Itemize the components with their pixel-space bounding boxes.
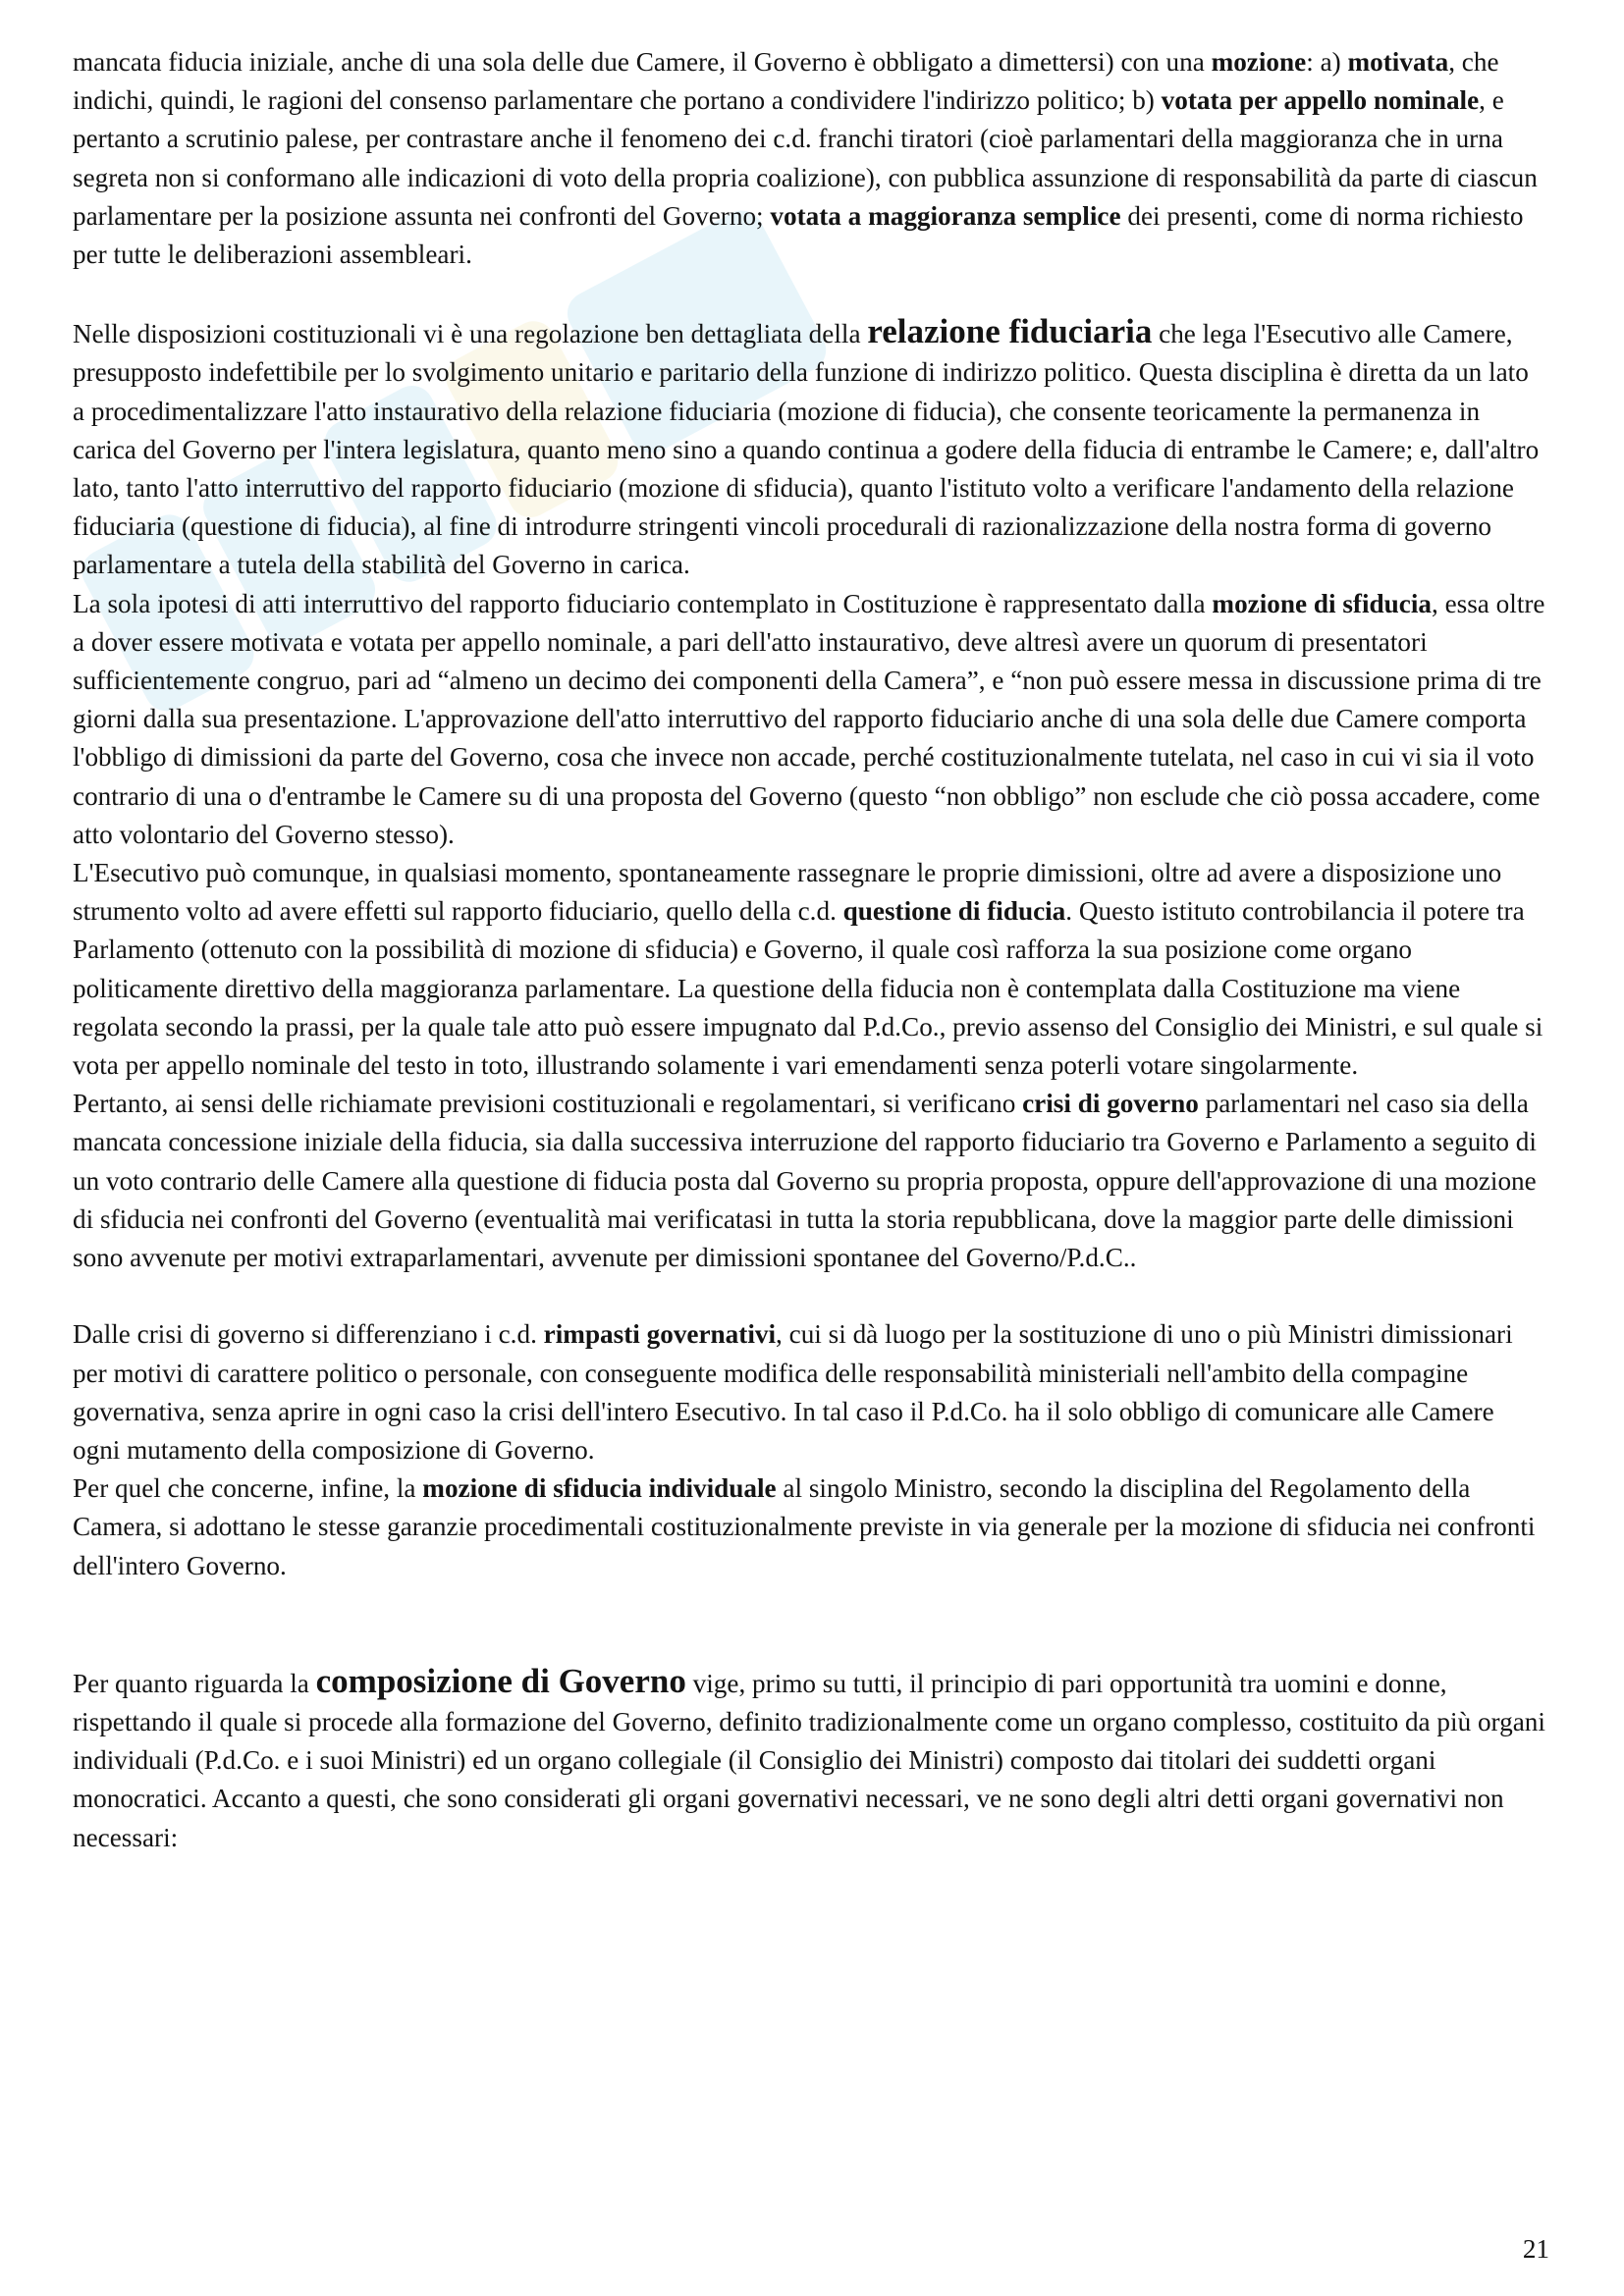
document-page	[73, 43, 1545, 1857]
paragraph-gap	[73, 1277, 1545, 1315]
text-span: che lega l'Esecutivo alle Camere, presupposto indefettibile per lo svolgimento unitario e paritario della funzione di indirizzo politico. Questa disciplina è diretta da un lato a procedimentalizzare l'atto instaurativo della relazione fiduciaria (mozione di fiducia), che consente teoricamente la permanenza in carica del Governo per l'intera legislatura, quanto meno sino a quando continua a godere della fiducia di entrambe le Camere; e, dall'altro lato, tanto l'atto interruttivo del rapporto fiduciario (mozione di sfiducia), quanto l'istituto volto a verificare l'andamento della relazione fiduciaria (questione di fiducia), al fine di introdurre stringenti vincoli procedurali di razionalizzazione della nostra forma di governo parlamentare a tutela della stabilità del Governo in carica.	[73, 319, 1540, 580]
paragraph	[73, 854, 1545, 1085]
text-span: . Questo istituto controbilancia il potere tra Parlamento (ottenuto con la possibilità di mozione di sfiducia) e Governo, il quale così rafforza la sua posizione come organo politicamente direttivo della maggioranza parlamentare. La questione della fiducia non è contemplata dalla Costituzione ma viene regolata secondo la prassi, per la quale tale atto può essere impugnato dal P.d.Co., previo assenso del Consiglio dei Ministri, e sul quale si vota per appello nominale del testo in toto, illustrando solamente i vari emendamenti senza poterli votare singolarmente.	[73, 896, 1543, 1081]
bold-term: votata per appello nominale	[1161, 85, 1480, 116]
bold-term: mozione di sfiducia individuale	[422, 1473, 777, 1504]
paragraph	[73, 43, 1545, 274]
bold-term: votata a maggioranza semplice	[770, 200, 1121, 231]
text-span: : a)	[1306, 47, 1348, 77]
text-span: , essa oltre a dover essere motivata e votata per appello nominale, a pari dell'atto instaurativo, deve altresì avere un quorum di presentatori sufficientemente congruo, pari ad “almeno un decimo dei componenti della Camera”, e “non può essere messa in discussione prima di tre giorni dalla sua presentazione. L'approvazione dell'atto interruttivo del rapporto fiduciario anche di una sola delle due Camere comporta l'obbligo di dimissioni da parte del Governo, cosa che invece non accade, perché costituzionalmente tutelata, nel caso in cui vi sia il voto contrario di una o d'entrambe le Camere su di una proposta del Governo (questo “non obbligo” non esclude che ciò possa accadere, come atto volontario del Governo stesso).	[73, 588, 1545, 849]
text-span: Dalle crisi di governo si differenziano i c.d.	[73, 1319, 544, 1350]
bold-term: motivata	[1347, 47, 1449, 77]
paragraph	[73, 1085, 1545, 1277]
text-span: L'Esecutivo può comunque, in qualsiasi momento, spontaneamente rassegnare le proprie dimissioni, oltre ad avere a disposizione uno strumento volto ad avere effetti sul rapporto fiduciario, quello della c.d.	[73, 858, 1502, 927]
bold-term: mozione di sfiducia	[1212, 588, 1432, 618]
paragraph	[73, 312, 1545, 584]
paragraph-gap	[73, 274, 1545, 312]
page-number: 21	[1522, 2234, 1549, 2264]
bold-term: mozione	[1211, 47, 1307, 77]
text-span: parlamentari nel caso sia della mancata concessione iniziale della fiducia, sia dalla successiva interruzione del rapporto fiduciario tra Governo e Parlamento a seguito di un voto contrario delle Camere alla questione di fiducia posta dal Governo su propria proposta, oppure dell'approvazione di una mozione di sfiducia nei confronti del Governo (eventualità mai verificatasi in tutta la storia repubblicana, dove la maggior parte delle dimissioni sono avvenute per motivi extraparlamentari, avvenute per dimissioni spontanee del Governo/P.d.C..	[73, 1089, 1537, 1273]
text-span: La sola ipotesi di atti interruttivo del rapporto fiduciario contemplato in Costituzione è rappresentato dalla	[73, 588, 1213, 618]
bold-term: crisi di governo	[1022, 1089, 1199, 1119]
bold-term: rimpasti governativi	[543, 1319, 777, 1350]
text-span: mancata fiducia iniziale, anche di una sola delle due Camere, il Governo è obbligato a dimettersi) con una	[73, 47, 1212, 77]
text-span: vige, primo su tutti, il principio di pari opportunità tra uomini e donne, rispettando il quale si procede alla formazione del Governo, definito tradizionalmente come un organo complesso, costituito da più organi individuali (P.d.Co. e i suoi Ministri) ed un organo collegiale (il Consiglio dei Ministri) composto dai titolari dei suddetti organi monocratici. Accanto a questi, che sono considerati gli organi governativi necessari, ve ne sono degli altri detti organi governativi non necessari:	[73, 1668, 1545, 1852]
bold-term: questione di fiducia	[842, 896, 1066, 927]
text-span: Per quel che concerne, infine, la	[73, 1473, 423, 1504]
paragraph	[73, 1662, 1545, 1857]
text-span: , cui si dà luogo per la sostituzione di uno o più Ministri dimissionari per motivi di carattere politico o personale, con conseguente modifica delle responsabilità ministeriali nell'ambito della compagine governativa, senza aprire in ogni caso la crisi dell'intero Esecutivo. In tal caso il P.d.Co. ha il solo obbligo di comunicare alle Camere ogni mutamento della composizione di Governo.	[73, 1319, 1513, 1465]
paragraph	[73, 585, 1545, 854]
text-span: , che indichi, quindi, le ragioni del consenso parlamentare che portano a condividere l'indirizzo politico; b)	[73, 47, 1499, 116]
text-span: Per quanto riguarda la	[73, 1668, 316, 1698]
section-term: relazione fiduciaria	[867, 312, 1153, 351]
paragraph	[73, 1315, 1545, 1469]
paragraph	[73, 1469, 1545, 1585]
text-span: dei presenti, come di norma richiesto per tutte le deliberazioni assembleari.	[73, 200, 1524, 270]
paragraph-gap	[73, 1585, 1545, 1662]
text-span: , e pertanto a scrutinio palese, per contrastare anche il fenomeno dei c.d. franchi tiratori (cioè parlamentari della maggioranza che in urna segreta non si conformano alle indicazioni di voto della propria coalizione), con pubblica assunzione di responsabilità da parte di ciascun parlamentare per la posizione assunta nei confronti del Governo;	[73, 85, 1538, 231]
text-span: al singolo Ministro, secondo la disciplina del Regolamento della Camera, si adottano le stesse garanzie procedimentali costituzionalmente previste in via generale per la mozione di sfiducia nei confronti dell'intero Governo.	[73, 1473, 1536, 1580]
text-span: Pertanto, ai sensi delle richiamate previsioni costituzionali e regolamentari, si verificano	[73, 1089, 1023, 1119]
text-span: Nelle disposizioni costituzionali vi è una regolazione ben dettagliata della	[73, 319, 868, 349]
section-term: composizione di Governo	[315, 1661, 686, 1700]
